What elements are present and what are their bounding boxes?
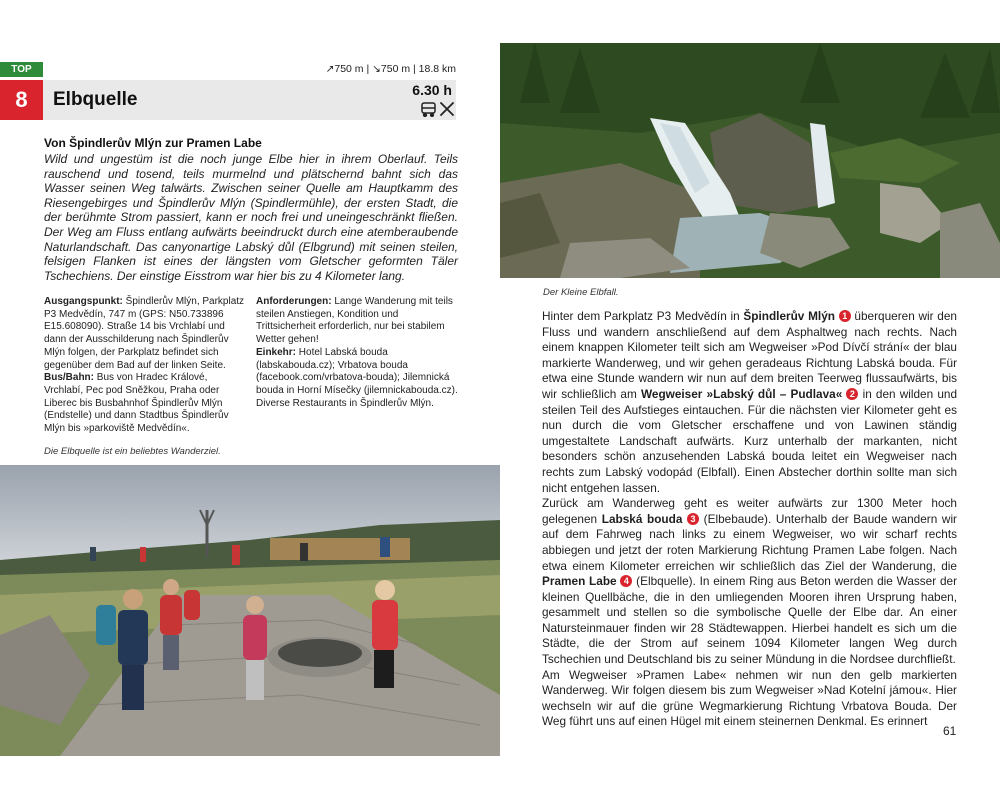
route-title: Elbquelle bbox=[53, 89, 138, 110]
requirements-label: Anforderungen: bbox=[256, 296, 332, 307]
waypoint-marker: 2 bbox=[846, 388, 858, 400]
paragraph-2: Zurück am Wanderweg geht es weiter aufwärts zur 1300 Meter hoch gelegenen Labská bouda 3 (Elbebaude). Unterhalb der Baude wandern wir auf dem Fahrweg nach links zu einem Wegweiser, wo wir scharf rechts abbiegen und jetzt der roten Markierung Richtung Pramen Labe folgen. Nach etwa einem Kilometer erreichen wir schließlich das Ziel der Wanderung, die Pramen Labe 4 (Elbquelle). In einem Ring aus Beton werden die Wasser der kleinen Quellbäche, die in den umliegenden Mooren ihren Ursprung haben, gesammelt und stellen so die symbolische Quelle der Elbe dar. An einer Natursteinmauer finden wir 28 Städtewappen. Hierbei handelt es sich um die Städte, die der Strom auf seinem 1094 Kilometer langen Weg durch Tschechien und Deutschland bis zu seiner Mündung in die Nordsee durchfließt. bbox=[542, 496, 957, 667]
food-label: Einkehr: bbox=[256, 346, 297, 358]
elbquelle-photo bbox=[0, 465, 500, 756]
waterfall-photo bbox=[500, 43, 1000, 278]
bus-label: Bus/Bahn: bbox=[44, 372, 94, 384]
paragraph-1: Hinter dem Parkplatz P3 Medvědín in Špindlerův Mlýn 1 überqueren wir den Fluss und wandern anschließend auf dem Asphaltweg nach rechts. Nach einem knappen Kilometer teilt sich am Wegweiser »Pod Dívčí strání« der blau markierte Wanderweg, und wir gehen geradeaus Richtung Labská bouda. Für etwa eine Stunde wandern wir nun auf dem breiten Teerweg flussaufwärts, bis wir schließlich am Wegweiser »Labský důl – Pudlava« 2 in den wilden und steilen Teil des Aufstieges eintauchen. Für die nächsten vier Kilometer geht es nun durch die vom Gletscher erschaffene und von Lawinen ständig umgestaltete Landschaft aufwärts. Kurz unterhalb der markanten, nicht besonders schön anzusehenden Labská bouda leitet ein Wegweiser nach rechts zum Labský vodopád (Elbfall). Einen Abstecher dorthin sollte man sich nicht entgehen lassen. bbox=[542, 309, 958, 495]
route-duration: 6.30 h bbox=[412, 82, 452, 98]
paragraph-3: Am Wegweiser »Pramen Labe« nehmen wir nun den gelb markierten Wanderweg. Wir folgen diesem bis zum Wegweiser »Nad Kotelní jámou«. Hier wechseln wir auf die grüne Wegmarkierung Richtung Vrbatova Bouda. Der Weg führt uns auf einen Hügel mit einem steinernen Denkmal. Es erinnert bbox=[542, 667, 957, 729]
route-icons bbox=[421, 101, 457, 117]
top-photo-caption: Der Kleine Elbfall. bbox=[543, 287, 619, 298]
info-column-right bbox=[256, 296, 458, 410]
route-stats: ↗750 m | ↘750 m | 18.8 km bbox=[325, 63, 456, 75]
top-badge: TOP bbox=[0, 62, 43, 77]
route-description bbox=[542, 309, 957, 730]
waypoint-marker: 3 bbox=[687, 513, 699, 525]
bus-text: Bus von Hradec Králové, Vrchlabí, Pec pod Sněžkou, Praha oder Liberec bis Busbahnhof Špindlerův Mlýn (Endstelle) und dann Stadtbus Špindlerův Mlýn bis »parkoviště Medvědín«. bbox=[44, 372, 229, 435]
info-column-left bbox=[44, 296, 246, 436]
subtitle: Von Špindlerův Mlýn zur Pramen Labe bbox=[44, 136, 262, 150]
requirements-text: Lange Wanderung mit teils steilen Anstiegen, Kondition und Trittsicherheit erforderlich, nur bei stabilem Wetter gehen! bbox=[256, 296, 453, 346]
waypoint-marker: 4 bbox=[620, 575, 632, 587]
route-number: 8 bbox=[0, 80, 43, 120]
waypoint-marker: 1 bbox=[839, 310, 851, 322]
bottom-photo-caption: Die Elbquelle ist ein beliebtes Wanderziel. bbox=[44, 446, 221, 457]
intro-text: Wild und ungestüm ist die noch junge Elbe hier in ihrem Oberlauf. Teils rauschend und tosend, teils murmelnd und plätschernd bahnt sich das Wasser seinen Weg talwärts. Zwischen seiner Quelle am Hauptkamm des Riesengebirges und Špindlerův Mlýn (Spindlermühle), der ersten Stadt, die der berühmte Strom passiert, kann er noch frei und uneingeschränkt fließen. Der Weg am Fluss entlang aufwärts beeindruckt durch eine atemberaubende Naturlandschaft. Das canyonartige Labský důl (Elbgrund) mit seinen steilen, felsigen Flanken ist eines der längsten vom Gletscher geformten Täler Tschechiens. Der einstige Eisstrom war hier bis zu 4 Kilometer lang. bbox=[44, 152, 458, 283]
start-label: Ausgangspunkt: bbox=[44, 296, 123, 307]
bus-icon bbox=[422, 103, 435, 116]
tools-icon bbox=[441, 103, 453, 115]
start-text: Špindlerův Mlýn, Parkplatz P3 Medvědín, 747 m (GPS: N50.733896 E15.608090). Straße 14 bis Vrchlabí und dann der Ausschilderung nach Špindlerův Mlýn folgen, der Parkplatz befindet sich gegenüber dem Bad auf der linken Seite. bbox=[44, 296, 245, 371]
food-text: Hotel Labská bouda (labskabouda.cz); Vrbatova bouda (facebook.com/vrbatova-bouda); Jilemnická bouda in Horní Mísečky (jilemnickabouda.cz). Diverse Restaurants in Špindlerův Mlýn. bbox=[256, 346, 458, 409]
page-number: 61 bbox=[943, 724, 957, 738]
